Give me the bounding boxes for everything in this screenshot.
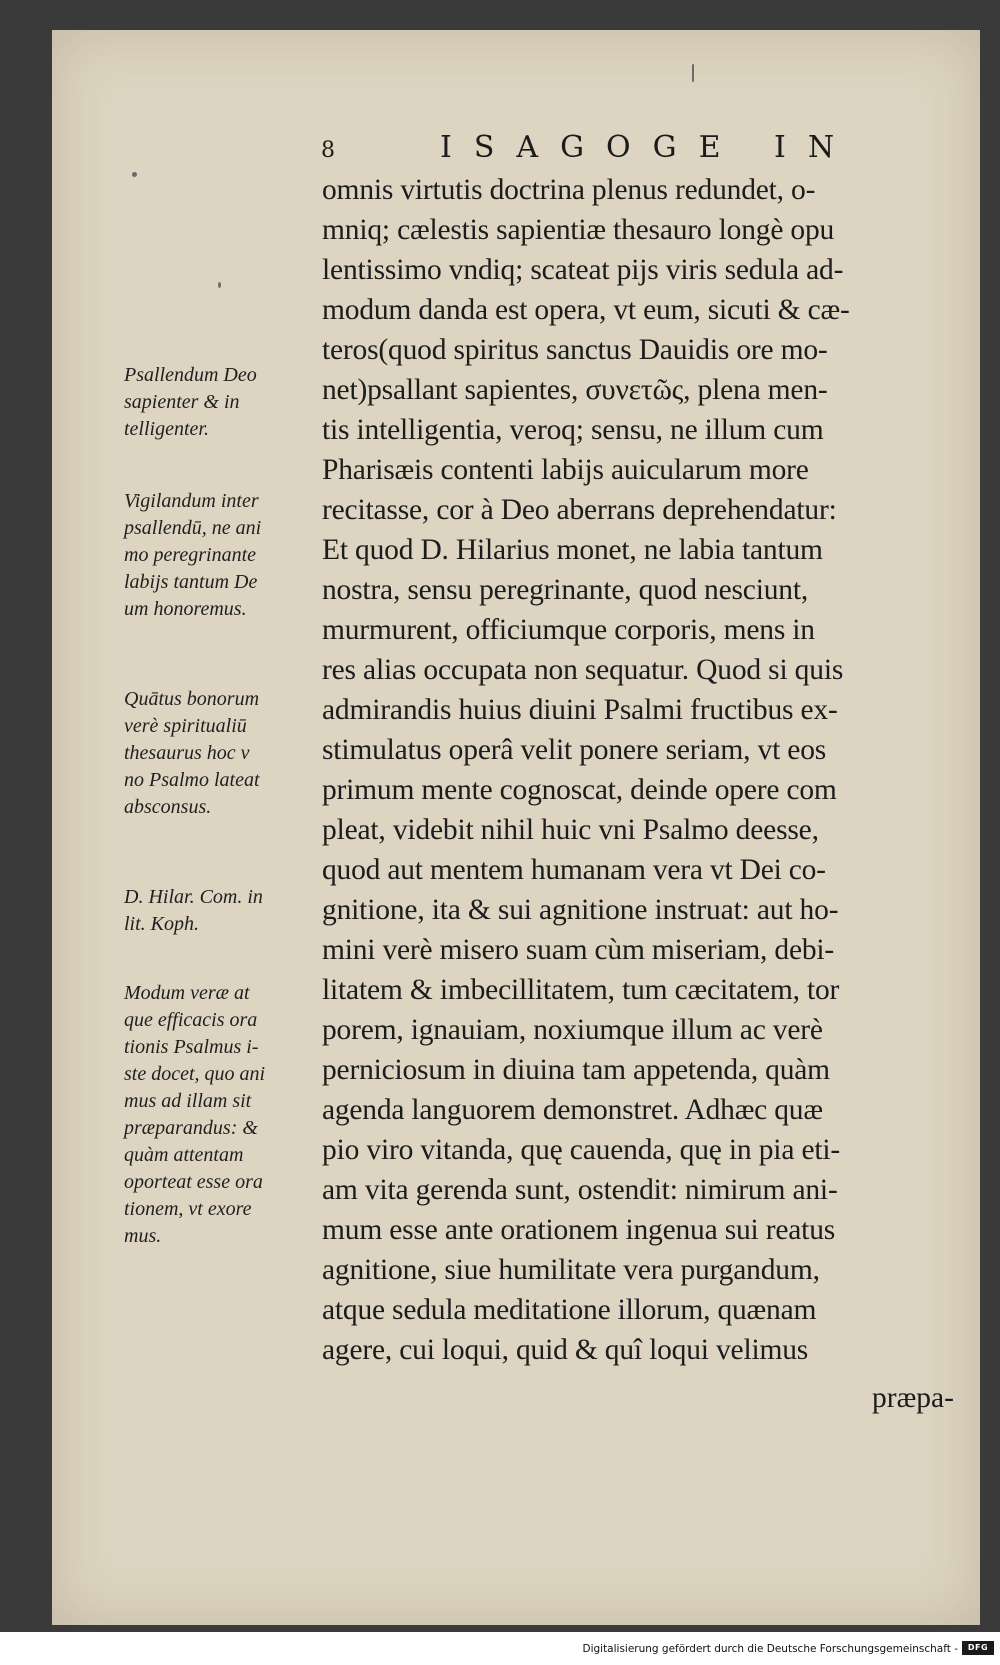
text-line: modum danda est opera, vt eum, sicuti & cæ- — [322, 294, 850, 326]
running-title: ISAGOGE IN — [440, 130, 857, 165]
marginal-note-line: no Psalmo lateat — [124, 769, 260, 791]
ink-speck — [218, 282, 221, 288]
text-line: murmurent, officiumque corporis, mens in — [322, 614, 815, 646]
marginal-note-line: psallendū, ne ani — [124, 517, 262, 539]
text-line: tis intelligentia, veroq; sensu, ne illum cum — [322, 414, 824, 446]
text-line: teros(quod spiritus sanctus Dauidis ore mo- — [322, 334, 828, 366]
marginal-note-line: telligenter. — [124, 418, 209, 440]
marginal-note-line: D. Hilar. Com. in — [124, 886, 263, 908]
funding-credit: Digitalisierung gefördert durch die Deutsche Forschungsgemeinschaft - — [582, 1643, 958, 1655]
marginal-note-line: Quātus bonorum — [124, 688, 260, 710]
text-line: porem, ignauiam, noxiumque illum ac verè — [322, 1014, 823, 1046]
marginal-note-line: thesaurus hoc v — [124, 742, 250, 764]
marginal-note-line: sapienter & in — [124, 391, 240, 413]
marginal-note — [124, 362, 324, 443]
marginal-note-line: verè spiritualiū — [124, 715, 247, 737]
text-line: stimulatus operâ velit ponere seriam, vt eos — [322, 734, 827, 766]
text-line: nostra, sensu peregrinante, quod nesciunt, — [322, 574, 809, 606]
text-line: recitasse, cor à Deo aberrans deprehendatur: — [322, 494, 837, 526]
marginal-note-line: tionem, vt exore — [124, 1198, 252, 1220]
marginal-note — [124, 488, 324, 623]
text-line: perniciosum in diuina tam appetenda, quàm — [322, 1054, 830, 1086]
text-line: agere, cui loqui, quid & quî loqui velimus — [322, 1334, 809, 1366]
text-line: pio viro vitanda, quę cauenda, quę in pia eti- — [322, 1134, 841, 1166]
text-line: Pharisæis contenti labijs auicularum more — [322, 454, 809, 486]
text-line: atque sedula meditatione illorum, quænam — [322, 1294, 817, 1326]
marginal-note-line: tionis Psalmus i- — [124, 1036, 259, 1058]
text-line: res alias occupata non sequatur. Quod si quis — [322, 654, 844, 686]
marginal-note — [124, 884, 324, 938]
text-line: quod aut mentem humanam vera vt Dei co- — [322, 854, 826, 886]
marginal-note-line: Psallendum Deo — [124, 364, 257, 386]
marginal-note-line: absconsus. — [124, 796, 212, 818]
text-line: primum mente cognoscat, deinde opere com — [322, 774, 837, 806]
marginal-note-line: Vigilandum inter — [124, 490, 259, 512]
main-text-block — [322, 170, 982, 1370]
text-line: agnitione, siue humilitate vera purgandum, — [322, 1254, 820, 1286]
text-line: mniq; cælestis sapientiæ thesauro longè opu — [322, 214, 835, 246]
marginal-note-line: mus. — [124, 1225, 162, 1247]
text-line: omnis virtutis doctrina plenus redundet, o- — [322, 174, 816, 206]
dfg-logo: DFG — [962, 1641, 994, 1655]
marginal-note-line: um honoremus. — [124, 598, 247, 620]
marginal-note-line: labijs tantum De — [124, 571, 258, 593]
text-line: mum esse ante orationem ingenua sui reatus — [322, 1214, 836, 1246]
text-line: lentissimo vndiq; scateat pijs viris sedula ad- — [322, 254, 844, 286]
marginal-note-line: oporteat esse ora — [124, 1171, 263, 1193]
ink-speck — [132, 172, 137, 177]
marginal-note-line: quàm attentam — [124, 1144, 244, 1166]
marginal-note-line: Modum veræ at — [124, 982, 250, 1004]
marginal-note-line: præparandus: & — [124, 1117, 258, 1139]
text-line: agenda languorem demonstret. Adhæc quæ — [322, 1094, 823, 1126]
marginal-note-line: mo peregrinante — [124, 544, 257, 566]
text-line: admirandis huius diuini Psalmi fructibus ex- — [322, 694, 838, 726]
page-number: 8 — [321, 138, 335, 163]
marginal-note — [124, 686, 324, 821]
digitization-footer — [0, 1632, 1000, 1665]
text-line: am vita gerenda sunt, ostendit: nimirum ani- — [322, 1174, 838, 1206]
text-line: gnitione, ita & sui agnitione instruat: aut ho- — [322, 894, 839, 926]
marginal-note-line: que efficacis ora — [124, 1009, 258, 1031]
ink-speck — [692, 64, 694, 82]
text-line: pleat, videbit nihil huic vni Psalmo deesse, — [322, 814, 819, 846]
marginal-note-line: ste docet, quo ani — [124, 1063, 266, 1085]
marginal-note-line: mus ad illam sit — [124, 1090, 252, 1112]
text-line: net)psallant sapientes, συνετῶς, plena men- — [322, 374, 828, 406]
marginal-note-line: lit. Koph. — [124, 913, 200, 935]
catchword: præpa- — [872, 1382, 954, 1414]
text-line: mini verè misero suam cùm miseriam, debi- — [322, 934, 835, 966]
text-line: litatem & imbecillitatem, tum cæcitatem, tor — [322, 974, 840, 1006]
page-header — [0, 130, 1000, 170]
text-line: Et quod D. Hilarius monet, ne labia tantum — [322, 534, 823, 566]
marginal-note — [124, 980, 324, 1250]
